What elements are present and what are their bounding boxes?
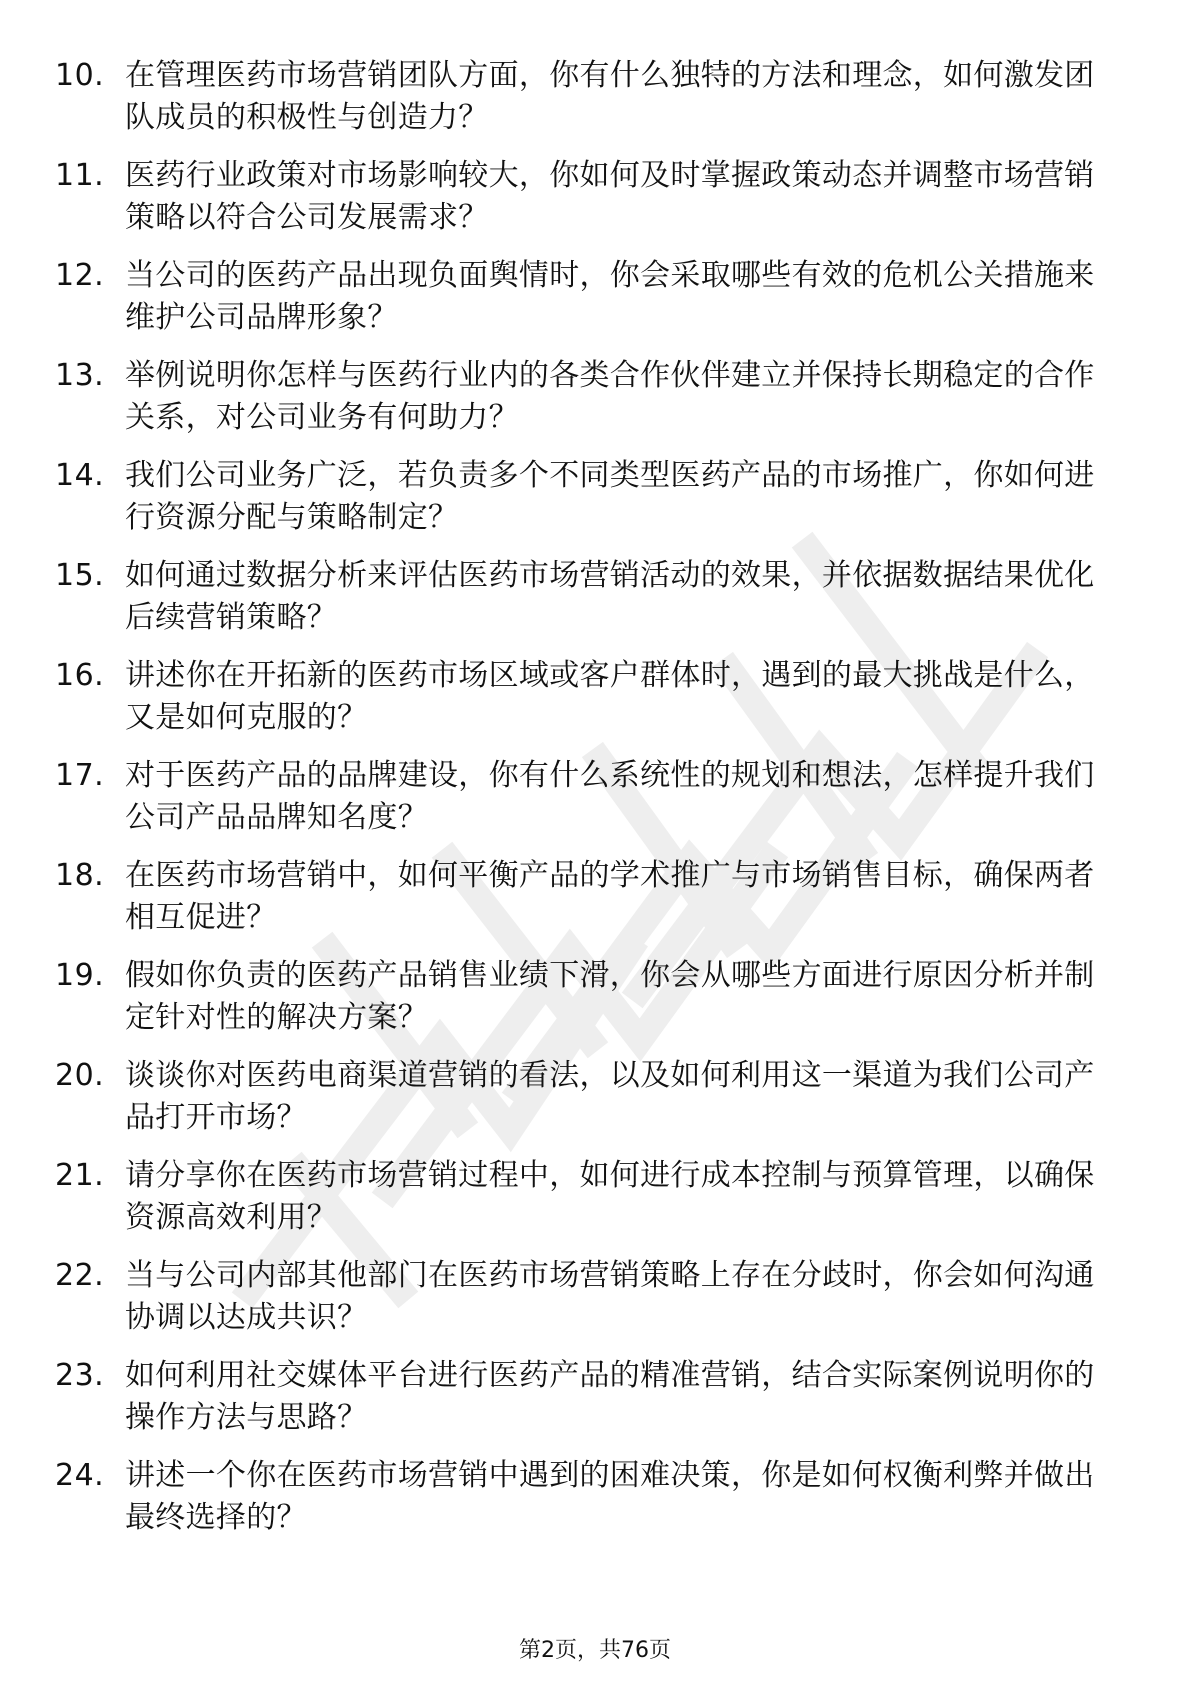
list-item [55, 1055, 1115, 1155]
question-text: 医药行业政策对市场影响较大，你如何及时掌握政策动态并调整市场营销策略以符合公司发展需求？ [125, 158, 1095, 235]
question-number: 19. [55, 958, 105, 993]
question-text: 对于医药产品的品牌建设，你有什么系统性的规划和想法，怎样提升我们公司产品品牌知名度？ [125, 758, 1095, 835]
question-number: 14. [55, 458, 105, 493]
question-number: 20. [55, 1058, 105, 1093]
list-item [55, 55, 1115, 155]
question-number: 21. [55, 1158, 105, 1193]
list-item [55, 655, 1115, 755]
question-text: 假如你负责的医药产品销售业绩下滑，你会从哪些方面进行原因分析并制定针对性的解决方案？ [125, 958, 1095, 1035]
question-number: 15. [55, 558, 105, 593]
list-item [55, 1155, 1115, 1255]
question-text: 当公司的医药产品出现负面舆情时，你会采取哪些有效的危机公关措施来维护公司品牌形象？ [125, 258, 1095, 335]
question-number: 18. [55, 858, 105, 893]
question-text: 如何利用社交媒体平台进行医药产品的精准营销，结合实际案例说明你的操作方法与思路？ [125, 1358, 1095, 1435]
page-footer: 第2页，共76页 [519, 1638, 671, 1663]
question-text: 请分享你在医药市场营销过程中，如何进行成本控制与预算管理，以确保资源高效利用？ [125, 1158, 1095, 1235]
question-text: 在医药市场营销中，如何平衡产品的学术推广与市场销售目标，确保两者相互促进？ [125, 858, 1095, 935]
question-text: 在管理医药市场营销团队方面，你有什么独特的方法和理念，如何激发团队成员的积极性与创造力？ [125, 58, 1095, 135]
question-number: 22. [55, 1258, 105, 1293]
list-item [55, 255, 1115, 355]
question-text: 我们公司业务广泛，若负责多个不同类型医药产品的市场推广，你如何进行资源分配与策略制定？ [125, 458, 1095, 535]
question-number: 23. [55, 1358, 105, 1393]
question-number: 13. [55, 358, 105, 393]
question-number: 17. [55, 758, 105, 793]
list-item [55, 355, 1115, 455]
list-item [55, 755, 1115, 855]
list-item [55, 855, 1115, 955]
question-number: 10. [55, 58, 105, 93]
question-text: 举例说明你怎样与医药行业内的各类合作伙伴建立并保持长期稳定的合作关系，对公司业务有何助力？ [125, 358, 1095, 435]
question-text: 如何通过数据分析来评估医药市场营销活动的效果，并依据数据结果优化后续营销策略？ [125, 558, 1095, 635]
question-text: 讲述一个你在医药市场营销中遇到的困难决策，你是如何权衡利弊并做出最终选择的？ [125, 1458, 1095, 1535]
question-text: 谈谈你对医药电商渠道营销的看法，以及如何利用这一渠道为我们公司产品打开市场？ [125, 1058, 1095, 1135]
list-item [55, 955, 1115, 1055]
question-number: 16. [55, 658, 105, 693]
question-list [55, 55, 1115, 1555]
list-item [55, 1255, 1115, 1355]
list-item [55, 555, 1115, 655]
question-number: 11. [55, 158, 105, 193]
list-item [55, 1355, 1115, 1455]
list-item [55, 155, 1115, 255]
question-number: 24. [55, 1458, 105, 1493]
question-number: 12. [55, 258, 105, 293]
list-item [55, 1455, 1115, 1555]
question-text: 讲述你在开拓新的医药市场区域或客户群体时，遇到的最大挑战是什么，又是如何克服的？ [125, 658, 1095, 735]
question-text: 当与公司内部其他部门在医药市场营销策略上存在分歧时，你会如何沟通协调以达成共识？ [125, 1258, 1095, 1335]
list-item [55, 455, 1115, 555]
